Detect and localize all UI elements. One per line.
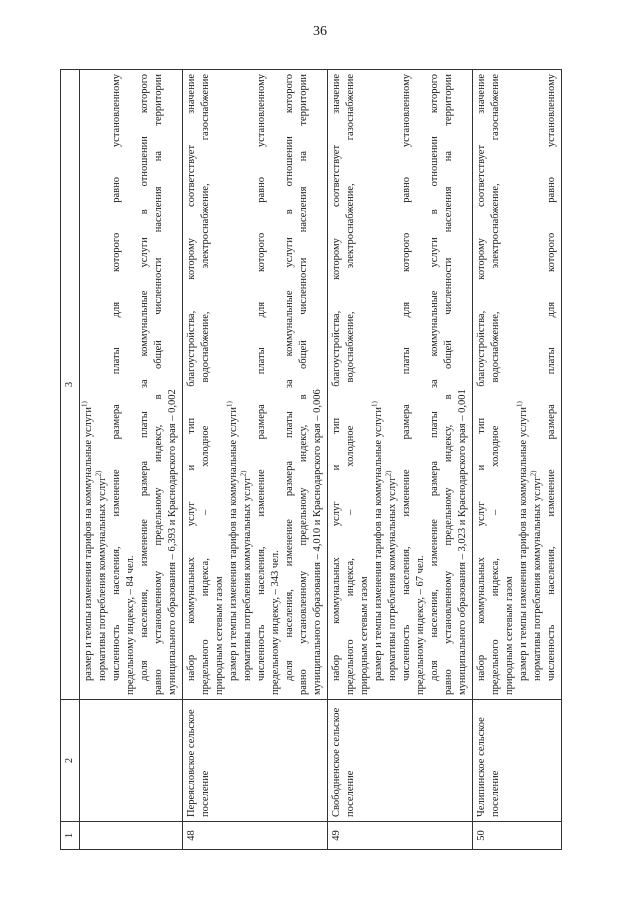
row-number: 48 [183,822,328,850]
footnote-mark: 2) [384,470,393,477]
description-cell [183,70,328,700]
row-number [80,822,183,850]
description-line [428,74,442,695]
settlement-name: Свободненское сельское поселение [328,700,473,822]
description-text: доля населения, изменение размера платы за коммунальные услуги в отношении которого [284,74,295,681]
footnote-mark: 2) [529,470,538,477]
footnote-mark: 2) [239,470,248,477]
description-text: размер и темпы изменения тарифов на коммунальные услуги [228,406,239,681]
header-col-2: 2 [61,700,80,822]
rotated-table-container [60,70,590,850]
description-text: нормативы потребления коммунальных услуг [387,476,398,681]
description-text: муниципального образования – 3,023 и Краснодарского края – 0,001 [457,389,468,695]
footnote-mark: 2) [94,470,103,477]
row-number: 49 [328,822,473,850]
description-text: нормативы потребления коммунальных услуг [532,476,543,681]
description-line [124,74,138,695]
description-text: численность населения, изменение размера платы для которого равно установленному [256,74,267,681]
description-line [531,74,545,695]
table-row [183,70,328,850]
description-line [386,74,400,695]
description-text: природным сетевым газом [504,576,515,695]
description-line [489,74,503,695]
footnote-mark: 1) [370,401,379,407]
description-line [358,74,372,695]
description-line [199,74,213,695]
description-line [152,74,166,695]
header-col-1: 1 [61,822,80,850]
description-text: размер и темпы изменения тарифов на коммунальные услуги [83,406,94,681]
table-row [473,70,562,850]
description-line [344,74,358,695]
page-number: 36 [313,24,327,39]
description-text: нормативы потребления коммунальных услуг [242,476,253,681]
description-line [442,74,456,695]
table-row [80,70,183,850]
description-text: размер и темпы изменения тарифов на коммунальные услуги [373,406,384,681]
description-line [213,74,227,695]
description-line [255,74,269,695]
settlement-name [80,700,183,822]
table-row [328,70,473,850]
description-text: предельному индексу, – 67 чел. [415,555,426,695]
description-line [227,74,241,695]
settlement-name: Переясловское сельское поселение [183,700,328,822]
description-line [503,74,517,695]
description-line [475,74,489,695]
footnote-mark: 1) [80,401,89,407]
description-line [517,74,531,695]
description-text: набор коммунальных услуг и тип благоустройства, которому соответствует значение [331,74,342,681]
description-line [138,74,152,695]
description-line [330,74,344,695]
description-line [456,74,470,695]
description-text: численность населения, изменение размера платы для которого равно установленному [401,74,412,681]
description-text: предельного индекса, – холодное водоснабжение, электроснабжение, газоснабжение [345,74,356,695]
description-text: размер и темпы изменения тарифов на коммунальные услуги [518,406,529,681]
description-text: численность населения, изменение размера платы для которого равно установленному [111,74,122,681]
description-line [110,74,124,695]
description-line [311,74,325,695]
description-line [241,74,255,695]
description-text: набор коммунальных услуг и тип благоустройства, которому соответствует значение [476,74,487,681]
description-line [96,74,110,695]
description-line [545,74,559,695]
description-text: природным сетевым газом [359,576,370,695]
description-line [400,74,414,695]
settlement-name: Челипинское сельское поселение [473,700,562,822]
description-text: набор коммунальных услуг и тип благоустройства, которому соответствует значение [186,74,197,681]
description-cell [80,70,183,700]
description-cell [473,70,562,700]
description-text: равно установленному предельному индексу, в общей численности населения на территории [298,74,309,695]
description-line [372,74,386,695]
description-text: предельного индекса, – холодное водоснабжение, электроснабжение, газоснабжение [200,74,211,695]
description-text: нормативы потребления коммунальных услуг [97,476,108,681]
description-text: предельного индекса, – холодное водоснабжение, электроснабжение, газоснабжение [490,74,501,695]
description-text: предельному индексу, – 343 чел. [270,550,281,695]
description-line [297,74,311,695]
description-line [414,74,428,695]
description-text: равно установленному предельному индексу, в общей численности населения на территории [153,74,164,695]
table-body [80,70,562,850]
description-line [82,74,96,695]
description-line [166,74,180,695]
description-cell [328,70,473,700]
header-col-3: 3 [61,70,80,700]
description-line [283,74,297,695]
description-line [185,74,199,695]
description-text: предельному индексу, – 84 чел. [125,555,136,695]
description-text: муниципального образования – 4,010 и Краснодарского края – 0,006 [312,389,323,695]
footnote-mark: 1) [515,401,524,407]
description-line [269,74,283,695]
description-text: равно установленному предельному индексу, в общей численности населения на территории [443,74,454,695]
description-text: доля населения, изменение размера платы за коммунальные услуги в отношении которого [429,74,440,681]
header-row [61,70,80,850]
description-text: доля населения, изменение размера платы за коммунальные услуги в отношении которого [139,74,150,681]
description-text: численность населения, изменение размера платы для которого равно установленному [546,74,557,681]
description-text: муниципального образования – 6,393 и Краснодарского края – 0,002 [167,389,178,695]
tariff-table [60,69,562,850]
footnote-mark: 1) [225,401,234,407]
row-number: 50 [473,822,562,850]
description-text: природным сетевым газом [214,576,225,695]
